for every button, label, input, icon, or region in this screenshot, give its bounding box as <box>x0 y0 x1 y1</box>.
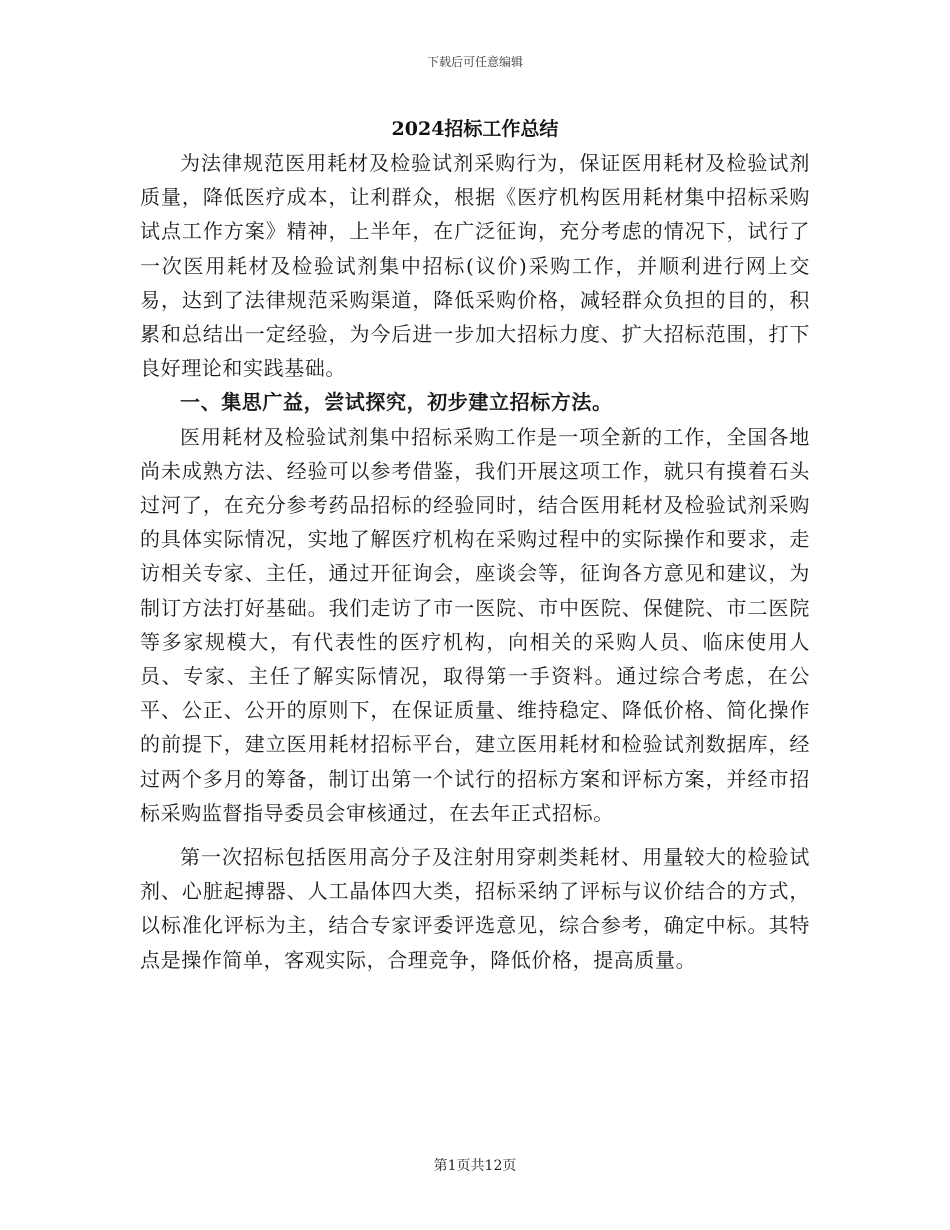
section1-paragraph-1: 医用耗材及检验试剂集中招标采购工作是一项全新的工作，全国各地尚未成熟方法、经验可以参考借鉴，我们开展这项工作，就只有摸着石头过河了，在充分参考药品招标的经验同时，结合医用耗材及检验试剂采购的具体实际情况，实地了解医疗机构在采购过程中的实际操作和要求，走访相关专家、主任，通过开征询会，座谈会等，征询各方意见和建议，为制订方法打好基础。我们走访了市一医院、市中医院、保健院、市二医院等多家规模大，有代表性的医疗机构，向相关的采购人员、临床使用人员、专家、主任了解实际情况，取得第一手资料。通过综合考虑，在公平、公正、公开的原则下，在保证质量、维持稳定、降低价格、简化操作的前提下，建立医用耗材招标平台，建立医用耗材和检验试剂数据库，经过两个多月的筹备，制订出第一个试行的招标方案和评标方案，并经市招标采购监督指导委员会审核通过，在去年正式招标。 <box>140 424 810 825</box>
document-body <box>140 146 810 977</box>
paragraph-gap <box>140 830 810 840</box>
section1-paragraph-2: 第一次招标包括医用高分子及注射用穿刺类耗材、用量较大的检验试剂、心脏起搏器、人工晶体四大类，招标采纳了评标与议价结合的方式，以标准化评标为主，结合专家评委评选意见，综合参考，确定中标。其特点是操作简单，客观实际，合理竞争，降低价格，提高质量。 <box>140 845 810 972</box>
header-note: 下载后可任意编辑 <box>426 55 523 69</box>
section-heading-1: 一、集思广益，尝试探究，初步建立招标方法。 <box>180 390 613 415</box>
page-footer: 第1页共12页 <box>433 1158 517 1174</box>
document-title: 2024招标工作总结 <box>391 118 559 140</box>
intro-paragraph: 为法律规范医用耗材及检验试剂采购行为，保证医用耗材及检验试剂质量，降低医疗成本，让利群众，根据《医疗机构医用耗材集中招标采购试点工作方案》精神，上半年，在广泛征询，充分考虑的情况下，试行了一次医用耗材及检验试剂集中招标(议价)采购工作，并顺利进行网上交易，达到了法律规范采购渠道，降低采购价格，减轻群众负担的目的，积累和总结出一定经验，为今后进一步加大招标力度、扩大招标范围，打下良好理论和实践基础。 <box>140 151 810 381</box>
